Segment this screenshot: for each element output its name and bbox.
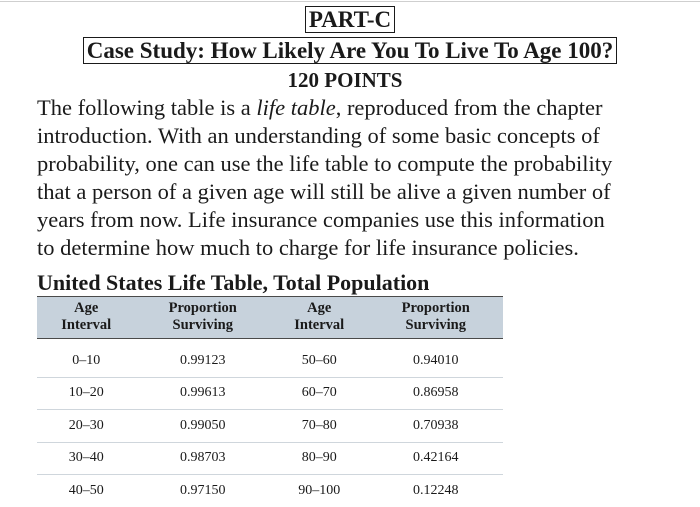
case-study-title [0,38,700,64]
paragraph-line: The following table is a life table, reproduced from the chapter [37,95,603,120]
table-row [37,410,503,443]
cell-age-interval: 60–70 [270,377,368,410]
paragraph-line: that a person of a given age will still be alive a given number of [37,179,611,204]
cell-proportion: 0.99613 [135,377,270,410]
cell-proportion: 0.42164 [368,442,503,475]
cell-age-interval: 90–100 [298,482,341,498]
life-table-term: life table [256,95,336,120]
cell-proportion: 0.99123 [135,339,270,378]
table-row [37,339,503,378]
header-proportion-surviving: Proportion Surviving [368,297,503,339]
table-row [37,475,503,507]
cell-age-interval: 20–30 [37,410,135,443]
cell-age-interval: 10–20 [37,377,135,410]
cell-age-interval: 80–90 [270,442,368,475]
cell-proportion: 0.99050 [135,410,270,443]
intro-paragraph [37,94,677,262]
points-label: 120 POINTS [287,68,403,92]
cell-proportion: 0.86958 [368,377,503,410]
cell-age-interval: 30–40 [37,442,135,475]
paragraph-line: to determine how much to charge for life insurance policies. [37,235,579,260]
paragraph-line: probability, one can use the life table to compute the probability [37,151,613,176]
header-age-interval: Age Interval [37,297,135,339]
table-header-row [37,297,503,339]
paragraph-line: years from now. Life insurance companies use this information [37,207,605,232]
cell-proportion: 0.12248 [412,482,459,498]
cell-proportion: 0.98703 [135,442,270,475]
header-proportion-surviving: Proportion Surviving [135,297,270,339]
life-table [37,296,503,507]
cell-proportion: 0.94010 [368,339,503,378]
cell-age-interval: 70–80 [270,410,368,443]
part-label-text: PART-C [305,6,395,33]
top-divider [0,1,700,2]
cell-age-interval: 40–50 [68,482,104,498]
header-age-interval: Age Interval [270,297,368,339]
cell-proportion: 0.97150 [179,482,226,498]
table-title: United States Life Table, Total Population [37,270,430,295]
cell-age-interval: 50–60 [270,339,368,378]
cell-age-interval: 0–10 [37,339,135,378]
paragraph-line: introduction. With an understanding of some basic concepts of [37,123,600,148]
case-study-title-text: Case Study: How Likely Are You To Live To Age 100? [83,37,618,64]
cell-proportion: 0.70938 [368,410,503,443]
table-row [37,377,503,410]
table-row [37,442,503,475]
part-label [0,7,700,33]
